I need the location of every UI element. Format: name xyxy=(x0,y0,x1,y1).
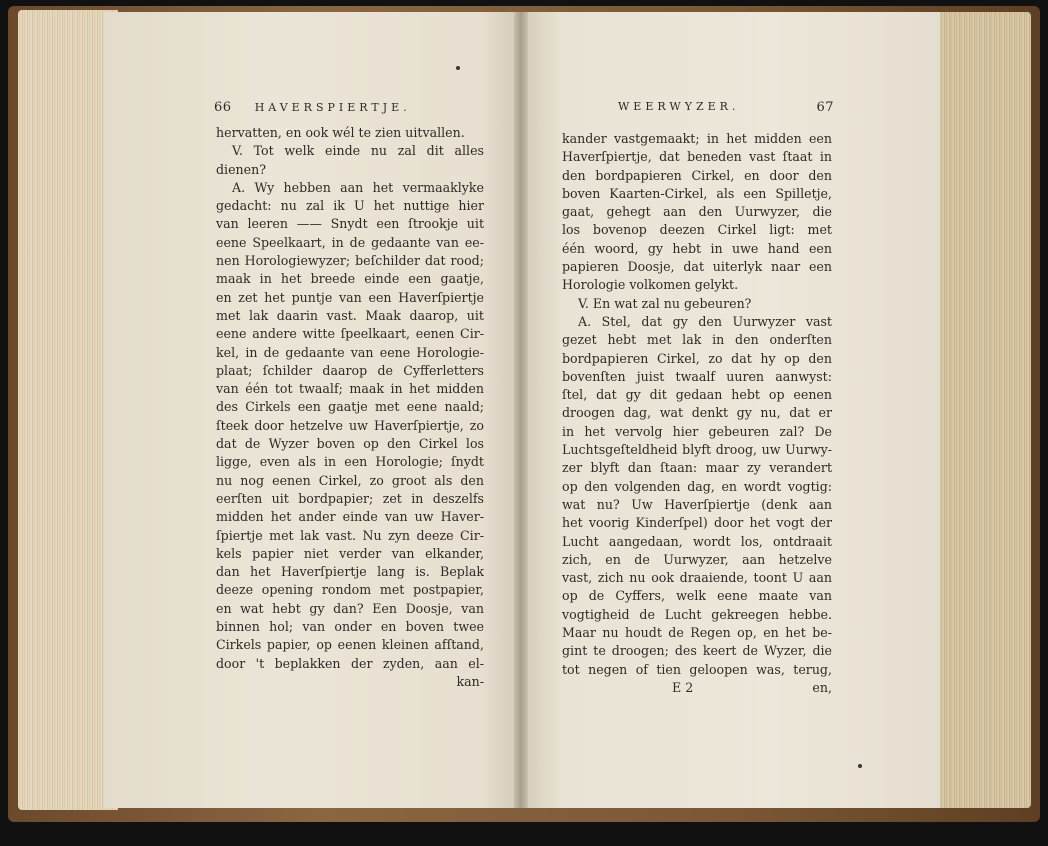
right-page-edges xyxy=(935,12,1031,808)
left-text-line: eene Speelkaart, in de gedaante van ee- xyxy=(216,234,484,250)
right-text-line: zer blyft dan ſtaan: maar zy verandert xyxy=(562,460,832,476)
right-text-line: zich, en de Uurwyzer, aan hetzelve xyxy=(562,551,832,567)
right-text-line: gezet hebt met lak in den onderſten xyxy=(562,332,832,348)
left-text-line: maak in het breede einde een gaatje, xyxy=(216,271,484,287)
left-text-line: V. Tot welk einde nu zal dit alles xyxy=(232,143,484,159)
right-text-line: V. En wat zal nu gebeuren? xyxy=(578,295,752,311)
right-text-line: één woord, gy hebt in uwe hand een xyxy=(562,240,832,256)
left-text-line: gedacht: nu zal ik U het nuttige hier xyxy=(216,198,484,214)
right-text-line: den bordpapieren Cirkel, en door den xyxy=(562,167,832,183)
right-text-line: Luchtsgeſteldheid blyft droog, uw Uurwy- xyxy=(562,442,832,458)
left-text-line: en wat hebt gy dan? Een Doosje, van xyxy=(216,600,484,616)
right-text-line: vogtigheid de Lucht gekreegen hebbe. xyxy=(562,606,832,622)
left-page-edges xyxy=(18,10,118,810)
right-text-line: ſtel, dat gy dit gedaan hebt op eenen xyxy=(562,387,832,403)
right-text-line: het voorig Kinderſpel) door het vogt der xyxy=(562,515,832,531)
right-text-line: tot negen of tien geloopen was, terug, xyxy=(562,661,832,677)
right-text-line: gint te droogen; des keert de Wyzer, die xyxy=(562,643,832,659)
left-text-line: eene andere witte ſpeelkaart, eenen Cir- xyxy=(216,326,484,342)
paper-speck xyxy=(858,764,862,768)
left-text-line: des Cirkels een gaatje met eene naald; xyxy=(216,399,484,415)
right-text-line: bordpapieren Cirkel, zo dat hy op den xyxy=(562,350,832,366)
left-text-line: deeze opening rondom met postpapier, xyxy=(216,582,484,598)
right-text-line: papieren Doosje, dat uiterlyk naar een xyxy=(562,259,832,275)
left-text-line: eerſten uit bordpapier; zet in deszelfs xyxy=(216,490,484,506)
right-text-line: bovenſten juist twaalf uuren aanwyst: xyxy=(562,368,832,384)
left-running-title: HAVERSPIERTJE. xyxy=(254,101,411,114)
left-running-head xyxy=(214,100,444,115)
right-text-line: boven Kaarten-Cirkel, als een Spilletje, xyxy=(562,185,832,201)
right-text-line: gaat, gehegt aan den Uurwyzer, die xyxy=(562,204,832,220)
right-footer-line xyxy=(562,679,832,697)
right-text-line: A. Stel, dat gy den Uurwyzer vast xyxy=(578,313,832,329)
left-page-number: 66 xyxy=(214,100,232,115)
left-text-line: kel, in de gedaante van eene Horologie- xyxy=(216,344,484,360)
left-text-line: plaat; ſchilder daarop de Cyfferletters xyxy=(216,362,484,378)
left-text-line: midden het ander einde van uw Haver- xyxy=(216,509,484,525)
left-text-line: nen Horologiewyzer; beſchilder dat rood; xyxy=(216,253,484,269)
right-running-title: WEERWYZER. xyxy=(618,100,740,113)
right-text-line: op de Cyffers, welk eene maate van xyxy=(562,588,832,604)
left-text-line: van één tot twaalf; maak in het midden xyxy=(216,381,484,397)
right-text-line: in het vervolg hier gebeuren zal? De xyxy=(562,423,832,439)
left-text-line: Cirkels papier, op eenen kleinen afſtand, xyxy=(216,637,484,653)
left-text-line: door 't beplakken der zyden, aan el- xyxy=(216,655,484,671)
left-text-line: van leeren —— Snydt een ſtrookje uit xyxy=(216,216,484,232)
right-text-line: los bovenop deezen Cirkel ligt: met xyxy=(562,222,832,238)
left-text-line: kels papier niet verder van elkander, xyxy=(216,545,484,561)
left-text-line: dienen? xyxy=(216,161,266,177)
left-text-line: dan het Haverſpiertje lang is. Beplak xyxy=(216,564,484,580)
right-running-head xyxy=(618,100,834,115)
left-text-line: nu nog eenen Cirkel, zo groot als den xyxy=(216,472,484,488)
right-text-line: Lucht aangedaan, wordt los, ontdraait xyxy=(562,533,832,549)
right-text-line: vast, zich nu ook draaiende, toont U aan xyxy=(562,570,832,586)
right-page-number: 67 xyxy=(816,100,834,115)
left-body-text xyxy=(216,124,484,691)
left-catchword: kan- xyxy=(456,673,484,689)
left-text-line: binnen hol; van onder en boven twee xyxy=(216,619,484,635)
left-text-line: hervatten, en ook wél te zien uitvallen. xyxy=(216,125,465,140)
right-catchword: en, xyxy=(812,679,832,695)
right-text-line: kander vastgemaakt; in het midden een xyxy=(562,131,832,146)
left-text-line: ligge, even als in een Horologie; ſnydt xyxy=(216,454,484,470)
book-gutter xyxy=(514,12,528,808)
left-text-line: dat de Wyzer boven op den Cirkel los xyxy=(216,436,484,452)
right-text-line: droogen dag, wat denkt gy nu, dat er xyxy=(562,405,832,421)
right-text-line: Horologie volkomen gelykt. xyxy=(562,277,739,293)
left-text-line: ſpiertje met lak vast. Nu zyn deeze Cir- xyxy=(216,527,484,543)
paper-speck xyxy=(456,66,460,70)
right-text-line: Maar nu houdt de Regen op, en het be- xyxy=(562,625,832,641)
right-text-line: wat nu? Uw Haverſpiertje (denk aan xyxy=(562,496,832,512)
right-text-line: op den volgenden dag, en wordt vogtig: xyxy=(562,478,832,494)
left-text-line: ſteek door hetzelve uw Haverſpiertje, zo xyxy=(216,417,484,433)
left-text-line: A. Wy hebben aan het vermaaklyke xyxy=(232,179,484,195)
right-text-line: Haverſpiertje, dat beneden vast ſtaat in xyxy=(562,149,832,165)
right-body-text xyxy=(562,130,832,697)
signature-mark: E 2 xyxy=(672,679,694,695)
left-text-line: en zet het puntje van een Haverſpiertje xyxy=(216,289,484,305)
left-text-line: met lak daarin vast. Maak daarop, uit xyxy=(216,307,484,323)
